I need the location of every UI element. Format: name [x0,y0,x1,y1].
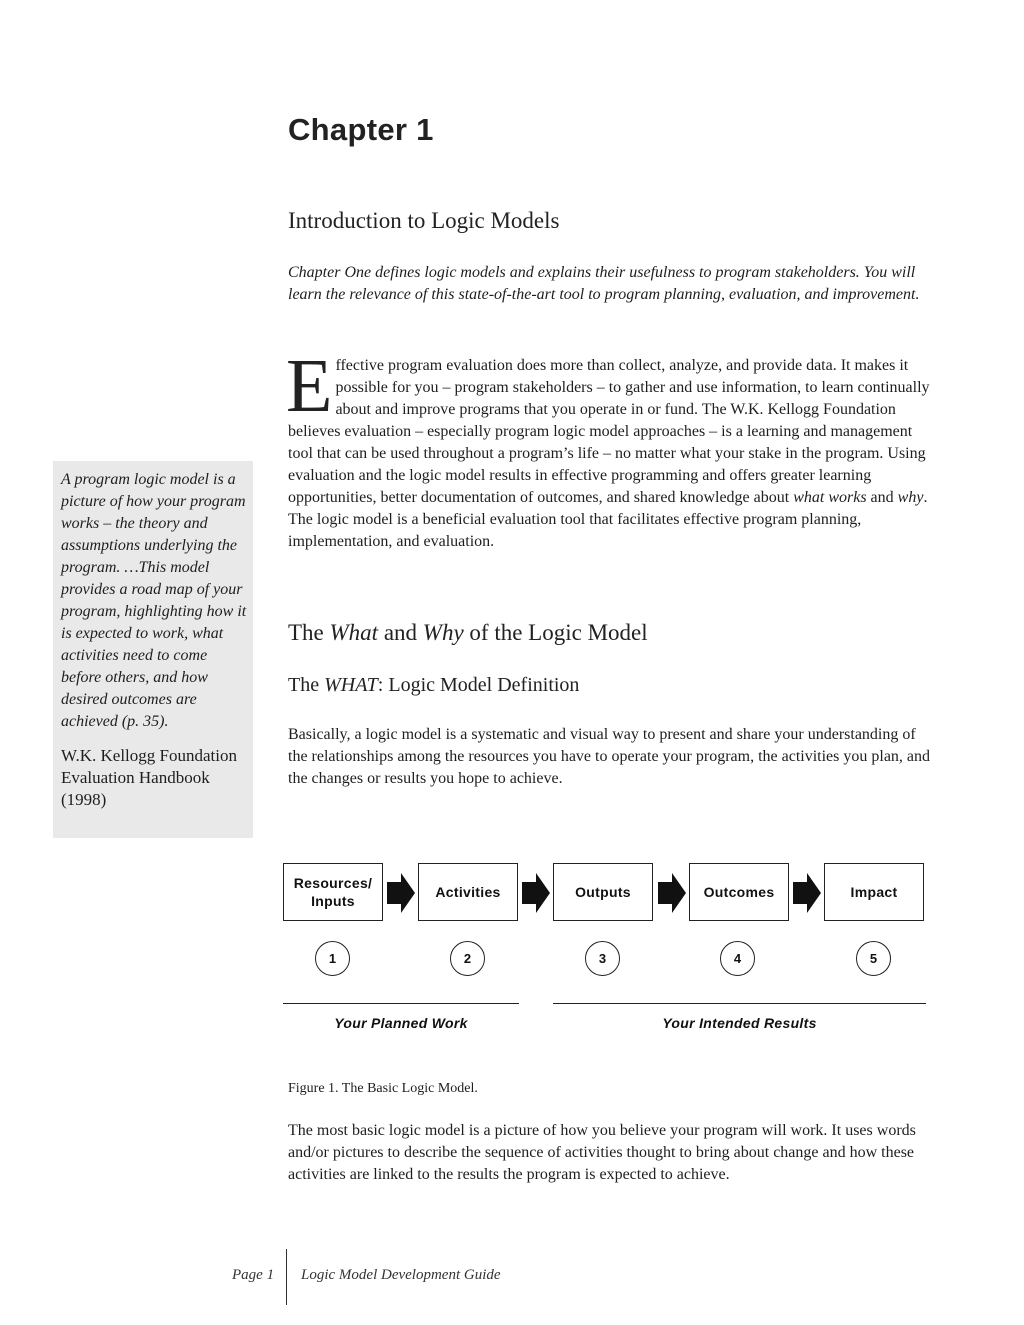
closing-paragraph: The most basic logic model is a picture of how you believe your program will work. It uses words and/or pictures to describe the sequence of activities thought to bring about change and how these activities are linked to the results the program is expected to achieve. [288,1122,916,1183]
footer-guide-title: Logic Model Development Guide [301,1267,501,1283]
arrow-right-icon [387,873,415,913]
intro-paragraph-conjunction: and [866,489,898,506]
heading-text: The [288,620,330,645]
heading-emphasis-what: What [329,620,379,645]
drop-cap: E [286,344,333,428]
arrow-right-icon [658,873,686,913]
step-number-3: 3 [585,941,620,976]
box-label: Activities [435,884,501,900]
box-activities [418,863,518,921]
section-heading-introduction: Introduction to Logic Models [288,208,560,233]
box-label: Impact [850,884,898,900]
box-resources-inputs [283,863,383,921]
subheading-text: : Logic Model Definition [377,674,580,696]
emphasis-what-works: what works [793,489,867,506]
intro-paragraph-text: ffective program evaluation does more than collect, analyze, and provide data. It makes it possible for you – program stakeholders – to gather and use information, to learn continually about and improve programs that you operate in or fund. The W.K. Kellogg Foundation believes evaluation – especially program logic model approaches – is a learning and management tool that can be used throughout a program’s life – no matter what your stake in the program. Using evaluation and the logic model results in effective programming and offers greater learning opportunities, better documentation of outcomes, and shared knowledge about [288,357,930,506]
step-number-5: 5 [856,941,891,976]
intended-results-rule [553,1003,926,1004]
sidebar-quote: A program logic model is a picture of how your program works – the theory and assumptions underlying the program. …This model provides a road map of your program, highlighting how it is expected to work, what activities need to come before others, and how desired outcomes are achieved (p. 35). [61,471,247,730]
box-impact [824,863,924,921]
emphasis-why: why [897,489,924,506]
chapter-intro: Chapter One defines logic models and explains their usefulness to program stakeholders. You will learn the relevance of this state-of-the-art tool to program planning, evaluation, and improvement. [288,264,920,303]
sidebar-source: W.K. Kellogg Foundation Evaluation Handbook (1998) [61,746,237,809]
box-outcomes [689,863,789,921]
subheading-emphasis-what: WHAT [324,674,378,696]
step-number-4: 4 [720,941,755,976]
footer-page-number: Page 1 [232,1267,275,1283]
heading-text: and [378,620,423,645]
heading-emphasis-why: Why [422,620,464,645]
step-number-1: 1 [315,941,350,976]
definition-paragraph: Basically, a logic model is a systematic and visual way to present and share your understanding of the relationships among the resources you have to operate your program, the activities you plan, and the changes or results you hope to achieve. [288,726,931,787]
chapter-title: Chapter 1 [288,112,434,147]
intro-paragraph-tail: . The logic model is a beneficial evaluation tool that facilitates effective program planning, implementation, and evaluation. [288,489,928,550]
arrow-right-icon [793,873,821,913]
heading-text: of the Logic Model [463,620,648,645]
box-label: Outputs [575,884,631,900]
figure-caption: Figure 1. The Basic Logic Model. [288,1081,478,1096]
sidebar-quote-box [53,461,253,838]
footer-divider [286,1249,287,1305]
intended-results-label: Your Intended Results [662,1015,817,1031]
planned-work-label: Your Planned Work [334,1015,468,1031]
step-number-2: 2 [450,941,485,976]
box-outputs [553,863,653,921]
subheading-text: The [288,674,325,696]
section-heading-what-and-why [288,620,648,646]
planned-work-rule [283,1003,519,1004]
box-label: Resources/ Inputs [293,875,373,909]
arrow-right-icon [522,873,550,913]
subheading-what-definition [288,674,579,697]
box-label: Outcomes [703,884,775,900]
intro-paragraph [286,344,934,553]
